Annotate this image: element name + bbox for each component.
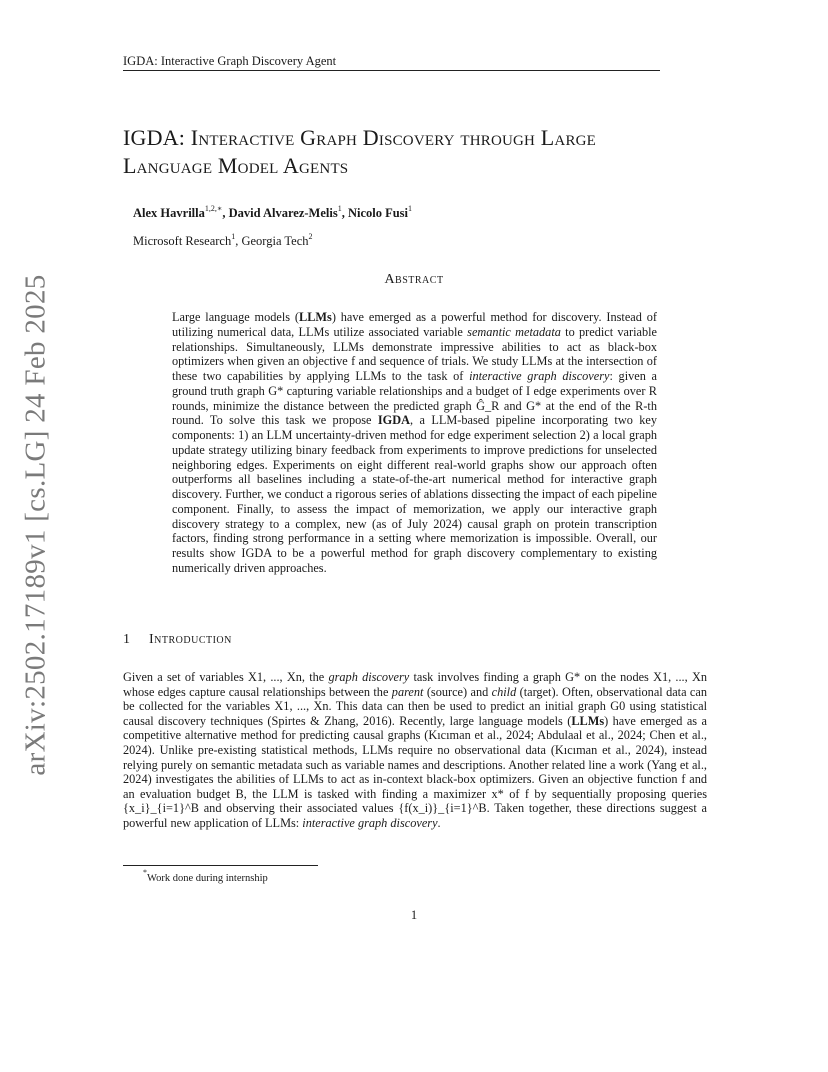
paper-title <box>123 124 723 180</box>
body-italic-text: child <box>491 684 517 699</box>
body-text: ) have emerged as a competitive alternative method for predicting causal graphs (Kıcıman et al., 2024; Abdulaal et al., 2024; Chen et al., 2024). Unlike pre-existing statistical methods, LLMs require no observational data (Kıcıman et al., 2024), instead relying purely on semantic metadata such as variable names and descriptions. Another related line a work (Yang et al., 2024) investigates the abilities of LLMs to act as in-context black-box optimizers. Given an objective function f and an evaluation budget B, the LLM is tasked with finding a maximizer x* of f by sequentially proposing queries {x_i}_{i=1}^B and observing their associated values {f(x_i)}_{i=1}^B. Taken together, these directions suggest a powerful new application of LLMs: <box>123 713 707 830</box>
body-text: Given a set of variables X1, ..., Xn, the <box>123 670 329 684</box>
body-italic-text: graph discovery <box>328 670 410 684</box>
body-text: task involves finding a graph G* on the nodes X1, ..., Xn whose edges capture causal relationships between the <box>123 670 707 699</box>
section-title: Introduction <box>149 632 232 647</box>
abstract-italic-text: interactive graph discovery <box>469 369 610 383</box>
body-italic-text: interactive graph discovery <box>302 815 438 830</box>
author-list: Alex Havrilla$^{1,2,∗}$, David Alvarez-Melis$^1$, Nicolo Fusi$^1$ <box>133 204 413 220</box>
affiliation-name: Microsoft Research <box>133 234 232 248</box>
abstract-text: ) have emerged as a powerful method for discovery. Instead of utilizing numerical data, LLMs utilize associated variable <box>172 310 657 339</box>
affiliations: Microsoft Research$^1$, Georgia Tech$^2$ <box>133 232 313 248</box>
abstract-body <box>172 310 657 576</box>
author-name: David Alvarez-Melis <box>228 206 338 220</box>
abstract-text: Large language models ( <box>172 310 300 324</box>
abstract-text: : given a ground truth graph G* capturing variable relationships and a budget of I edge experiments over R rounds, minimize the distance between the predicted graph Ĝ_R and G* at the end of the R-th round. To solve this task we propose <box>172 369 657 428</box>
affiliation-superscript: 1 <box>231 232 236 241</box>
title-line-2: Language Model Agents <box>123 153 349 178</box>
affiliation-name: Georgia Tech <box>241 234 309 248</box>
author-name: Alex Havrilla <box>133 206 205 220</box>
header-rule <box>123 70 660 71</box>
affiliation-superscript: 2 <box>308 232 313 241</box>
footnote-rule <box>123 865 318 866</box>
arxiv-stamp-text: arXiv:2502.17189v1 [cs.LG] 24 Feb 2025 <box>19 274 52 776</box>
introduction-body <box>123 670 707 831</box>
author-superscript: 1,2,∗ <box>204 204 223 213</box>
body-text: (target). Often, observational data can be collected for the variables X1, ..., Xn. This data can then be used to predict an initial graph G0 using statistical causal discovery techniques (Spirtes & Zhang, 2016). Recently, large language models ( <box>123 684 707 728</box>
section-number: 1 <box>123 632 131 647</box>
body-text: (source) and <box>423 684 492 699</box>
title-line-1: IGDA: Interactive Graph Discovery through Large <box>123 125 597 150</box>
author-superscript: 1 <box>408 204 413 213</box>
footnote-mark: * <box>143 868 147 877</box>
page-number: 1 <box>410 908 418 922</box>
author-superscript: 1 <box>337 204 342 213</box>
body-bold-text: LLMs <box>571 713 605 728</box>
abstract-bold-text: LLMs <box>299 310 332 324</box>
running-head: IGDA: Interactive Graph Discovery Agent <box>123 54 337 68</box>
footnote <box>143 868 268 884</box>
abstract-bold-text: IGDA <box>377 413 411 428</box>
abstract-text: , a LLM-based pipeline incorporating two key components: 1) an LLM uncertainty-driven method for edge experiment selection 2) a local graph update strategy utilizing binary feedback from experiments to improve predictions for unselected neighboring edges. Experiments on eight different real-world graphs show our approach often outperforms all baselines including a state-of-the-art numerical method for interactive graph discovery. Further, we conduct a rigorous series of ablations dissecting the impact of each pipeline component. Finally, to assess the impact of memorization, we apply our interactive graph discovery strategy to a complex, new (as of July 2024) causal graph on protein transcription factors, finding strong performance in a setting where memorization is impossible. Overall, our results show IGDA to be a powerful method for graph discovery complementary to existing numerically driven approaches. <box>172 413 657 575</box>
section-heading <box>123 632 232 648</box>
body-italic-text: parent <box>391 684 424 699</box>
abstract-italic-text: semantic metadata <box>467 324 561 339</box>
abstract-heading: Abstract <box>384 272 444 287</box>
body-text: . <box>437 815 441 830</box>
abstract-text: to predict variable relationships. Simultaneously, LLMs demonstrate impressive abilities to act as black-box optimizers when given an objective f and sequence of trials. We study LLMs at the intersection of these two capabilities by applying LLMs to the task of <box>172 324 657 383</box>
author-name: Nicolo Fusi <box>347 206 409 220</box>
footnote-text: Work done during internship <box>147 873 268 884</box>
